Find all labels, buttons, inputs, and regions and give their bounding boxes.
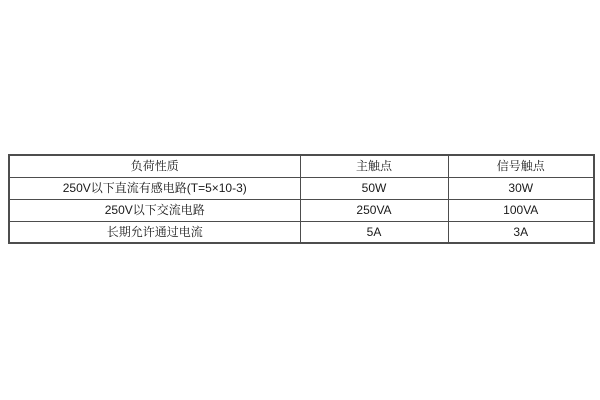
cell-main-ac-rating: 250VA [300, 199, 448, 221]
cell-load-dc-circuit: 250V以下直流有感电路(T=5×10-3) [9, 177, 300, 199]
table-header-row [9, 155, 594, 177]
cell-main-current-rating: 5A [300, 221, 448, 243]
cell-signal-current-rating: 3A [448, 221, 594, 243]
cell-load-ac-circuit: 250V以下交流电路 [9, 199, 300, 221]
cell-load-continuous-current: 长期允许通过电流 [9, 221, 300, 243]
header-main-contact: 主触点 [300, 155, 448, 177]
contact-rating-table [8, 154, 595, 244]
header-load-nature: 负荷性质 [9, 155, 300, 177]
table-row [9, 221, 594, 243]
cell-signal-ac-rating: 100VA [448, 199, 594, 221]
table-row [9, 177, 594, 199]
cell-signal-dc-rating: 30W [448, 177, 594, 199]
header-signal-contact: 信号触点 [448, 155, 594, 177]
table-row [9, 199, 594, 221]
cell-main-dc-rating: 50W [300, 177, 448, 199]
